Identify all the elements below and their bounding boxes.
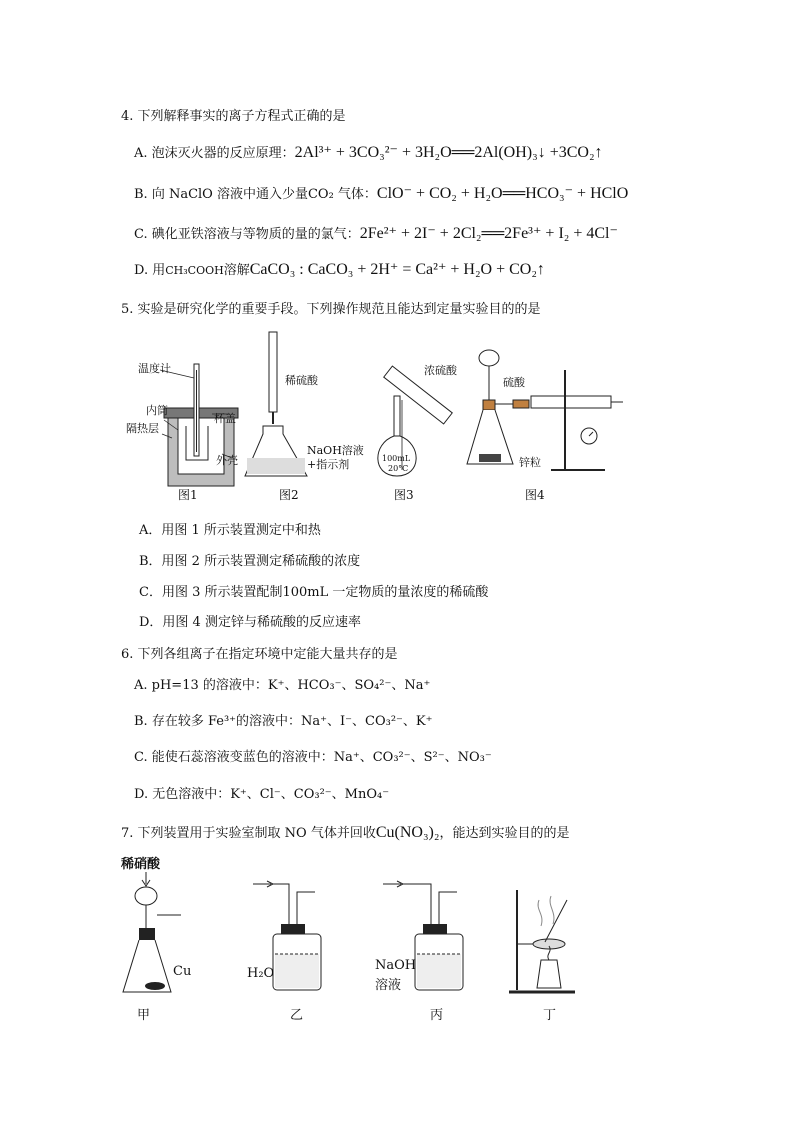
apparatus-jia [115, 870, 205, 1023]
fig2-acid-label: 稀硫酸 [285, 374, 318, 387]
fig1-inner-label: 内筒 [146, 404, 168, 417]
q4-option-a-label: A. 泡沫灭火器的反应原理： [134, 146, 295, 161]
fig1-thermometer-label: 温度计 [138, 362, 171, 375]
q6-option-b: B. 存在较多 Fe³⁺的溶液中：Na⁺、I⁻、CO₃²⁻、K⁺ [134, 714, 433, 729]
evaporation-drawing [505, 870, 595, 1000]
apparatus-ding [505, 870, 595, 1023]
titration-drawing [255, 330, 365, 500]
q7-acid-label: 稀硝酸 [121, 857, 161, 872]
q4-option-c-equation: 2Fe²⁺ + 2I⁻ + 2Cl₂══2Fe³⁺ + I₂ + 4Cl⁻ [359, 225, 618, 242]
volumetric-flask-drawing [370, 330, 470, 500]
q6-stem: 6. 下列各组离子在指定环境中定能大量共存的是 [121, 647, 398, 662]
q4-option-a [134, 142, 603, 162]
q5-option-c: C．用图 3 所示装置配制100mL 一定物质的量浓度的稀硫酸 [139, 585, 489, 600]
apparatus-bing [375, 870, 465, 1023]
ding-caption: 丁 [543, 1008, 557, 1023]
q5-option-a: A．用图 1 所示装置测定中和热 [139, 523, 321, 538]
q6-option-d: D. 无色溶液中：K⁺、Cl⁻、CO₃²⁻、MnO₄⁻ [134, 787, 390, 802]
fig3-flask-volume: 100mL [382, 454, 411, 463]
yi-caption: 乙 [290, 1008, 304, 1023]
q4-option-b-label: B. 向 NaClO 溶液中通入少量CO₂ 气体： [134, 187, 377, 202]
q5-option-d: D．用图 4 测定锌与稀硫酸的反应速率 [139, 615, 361, 630]
fig1-caption: 图1 [178, 488, 198, 502]
fig1-lid-label: 杯盖 [214, 412, 236, 425]
fig4-zinc-label: 锌粒 [519, 456, 541, 469]
q4-option-d [134, 259, 545, 279]
q4-option-d-label-1: D. 用 [134, 263, 166, 278]
figure-3 [370, 330, 470, 500]
q5-option-b: B．用图 2 所示装置测定稀硫酸的浓度 [139, 554, 361, 569]
fig4-caption: 图4 [525, 488, 545, 502]
q4-option-d-reagent: CH₃COOH [165, 264, 224, 277]
q4-option-c [134, 223, 618, 243]
q4-option-a-equation: 2Al³⁺ + 3CO₃²⁻ + 3H₂O══2Al(OH)₃↓ +3CO₂↑ [294, 144, 603, 161]
figure-4 [465, 330, 630, 500]
bing-caption: 丙 [430, 1008, 444, 1023]
q5-stem: 5. 实验是研究化学的重要手段。下列操作规范且能达到定量实验目的的是 [121, 302, 541, 317]
bing-naoh-label: NaOH [375, 958, 417, 973]
bing-solution-label: 溶液 [375, 978, 402, 993]
fig2-naoh-label: NaOH溶液 [307, 444, 364, 457]
fig3-caption: 图3 [394, 488, 414, 502]
q4-option-b [134, 183, 628, 203]
q7-stem-formula: Cu(NO₃)₂ [375, 824, 440, 841]
q4-stem: 4. 下列解释事实的离子方程式正确的是 [121, 109, 346, 124]
jia-caption: 甲 [137, 1008, 151, 1023]
gas-generator-drawing [115, 870, 205, 1000]
figure-1 [120, 330, 250, 500]
q4-option-d-equation: CaCO₃ : CaCO₃ + 2H⁺ = Ca²⁺ + H₂O + CO₂↑ [249, 261, 545, 278]
q4-option-d-label-2: 溶解 [223, 263, 250, 278]
q7-stem [121, 822, 569, 842]
fig1-insulation-label: 隔热层 [126, 422, 159, 435]
fig1-shell-label: 外壳 [216, 454, 238, 467]
fig4-acid-label: 硫酸 [503, 376, 525, 389]
q7-stem-pre: 7. 下列装置用于实验室制取 NO 气体并回收 [121, 826, 376, 841]
apparatus-yi [245, 870, 335, 1023]
fig2-indicator-label: +指示剂 [307, 458, 350, 471]
q6-option-c: C. 能使石蕊溶液变蓝色的溶液中：Na⁺、CO₃²⁻、S²⁻、NO₃⁻ [134, 750, 492, 765]
fig3-acid-label: 浓硫酸 [424, 364, 457, 377]
fig3-flask-temp: 20°C [388, 464, 409, 473]
q4-option-c-label: C. 碘化亚铁溶液与等物质的量的氯气： [134, 227, 360, 242]
yi-h2o-label: H₂O [247, 966, 275, 981]
q7-stem-post: ，能达到实验目的的是 [439, 826, 570, 841]
jia-cu-label: Cu [173, 964, 192, 979]
q6-option-a: A. pH=13 的溶液中：K⁺、HCO₃⁻、SO₄²⁻、Na⁺ [134, 678, 431, 693]
figure-2 [255, 330, 365, 500]
fig2-caption: 图2 [279, 488, 299, 502]
q4-option-b-equation: ClO⁻ + CO₂ + H₂O══HCO₃⁻ + HClO [376, 185, 629, 202]
reaction-rate-drawing [465, 330, 630, 500]
